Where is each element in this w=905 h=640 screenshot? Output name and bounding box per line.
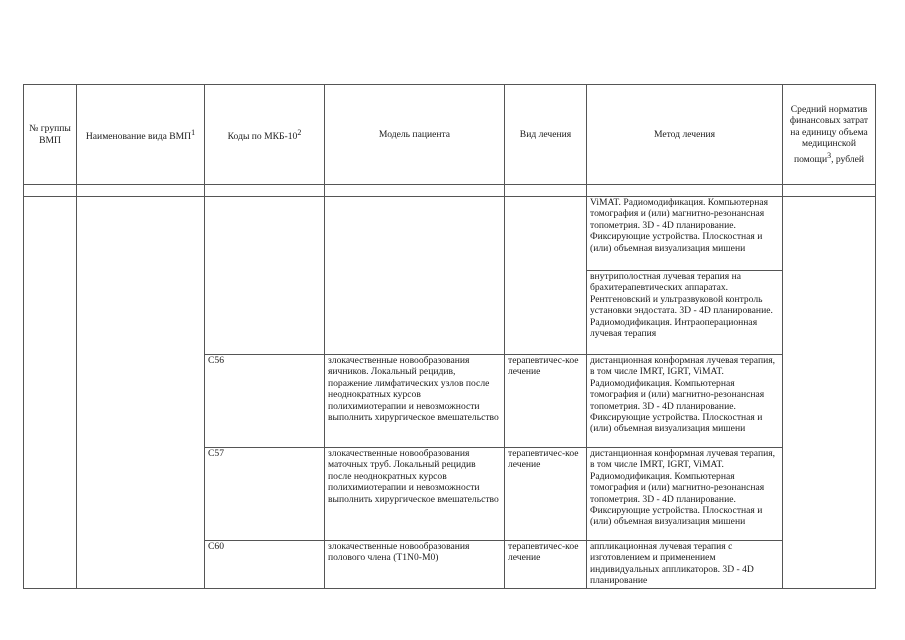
method-cell: аппликационная лучевая терапия с изготовлением и применением индивидуальных аппликаторов. 3D - 4D планирование [587, 541, 783, 589]
vmp-name-cell [77, 197, 205, 589]
group-number-cell [24, 197, 77, 589]
model-cell: злокачественные новообразования полового члена (T1N0-M0) [325, 541, 505, 589]
treatment-cell: терапевтичес-кое лечение [505, 541, 587, 589]
code-cell [205, 197, 325, 355]
treatment-cell: терапевтичес-кое лечение [505, 355, 587, 448]
header-treatment-method: Метод лечения [587, 85, 783, 185]
header-icd-codes: Коды по МКБ-$10^2$ [205, 85, 325, 185]
method-cell: ViMAT. Радиомодификация. Компьютерная томография и (или) магнитно-резонансная топометрия. 3D - 4D планирование. Фиксирующие устройства. Плоскостная и (или) объемная визуализация мишени [587, 197, 783, 271]
header-cost-norm: Средний норматив финансовых затрат на единицу объема медицинской помощи$^3$, рублей [783, 85, 876, 185]
method-cell: дистанционная конформная лучевая терапия, в том числе IMRT, IGRT, ViMAT. Радиомодификация. Компьютерная томография и (или) магнитно-резонансная топометрия. 3D - 4D планирование. Фиксирующие устройства. Плоскостная и (или) объемная визуализация мишени [587, 355, 783, 448]
model-cell: злокачественные новообразования яичников. Локальный рецидив, поражение лимфатических узлов после неоднократных курсов полихимиотерапии и невозможности выполнить хирургическое вмешательство [325, 355, 505, 448]
cost-cell [783, 197, 876, 589]
code-cell: C57 [205, 448, 325, 541]
model-cell: злокачественные новообразования маточных труб. Локальный рецидив после неоднократных курсов полихимиотерапии и невозможности выполнить хирургическое вмешательство [325, 448, 505, 541]
header-vmp-type: Наименование вида ВМП$^1$ [77, 85, 205, 185]
header-row [24, 85, 876, 185]
table-row [24, 197, 876, 271]
model-cell [325, 197, 505, 355]
spacer-row [24, 185, 876, 197]
vmp-table [23, 84, 876, 589]
code-cell: C60 [205, 541, 325, 589]
treatment-cell [505, 197, 587, 355]
treatment-cell: терапевтичес-кое лечение [505, 448, 587, 541]
header-treatment-type: Вид лечения [505, 85, 587, 185]
header-group-number: № группы ВМП [24, 85, 77, 185]
method-cell: дистанционная конформная лучевая терапия, в том числе IMRT, IGRT, ViMAT. Радиомодификация. Компьютерная томография и (или) магнитно-резонансная топометрия. 3D - 4D планирование. Фиксирующие устройства. Плоскостная и (или) объемная визуализация мишени [587, 448, 783, 541]
method-cell: внутриполостная лучевая терапия на брахитерапевтических аппаратах. Рентгеновский и ультразвуковой контроль установки эндостата. 3D - 4D планирование. Радиомодификация. Интраоперационная лучевая терапия [587, 271, 783, 355]
header-patient-model: Модель пациента [325, 85, 505, 185]
code-cell: C56 [205, 355, 325, 448]
